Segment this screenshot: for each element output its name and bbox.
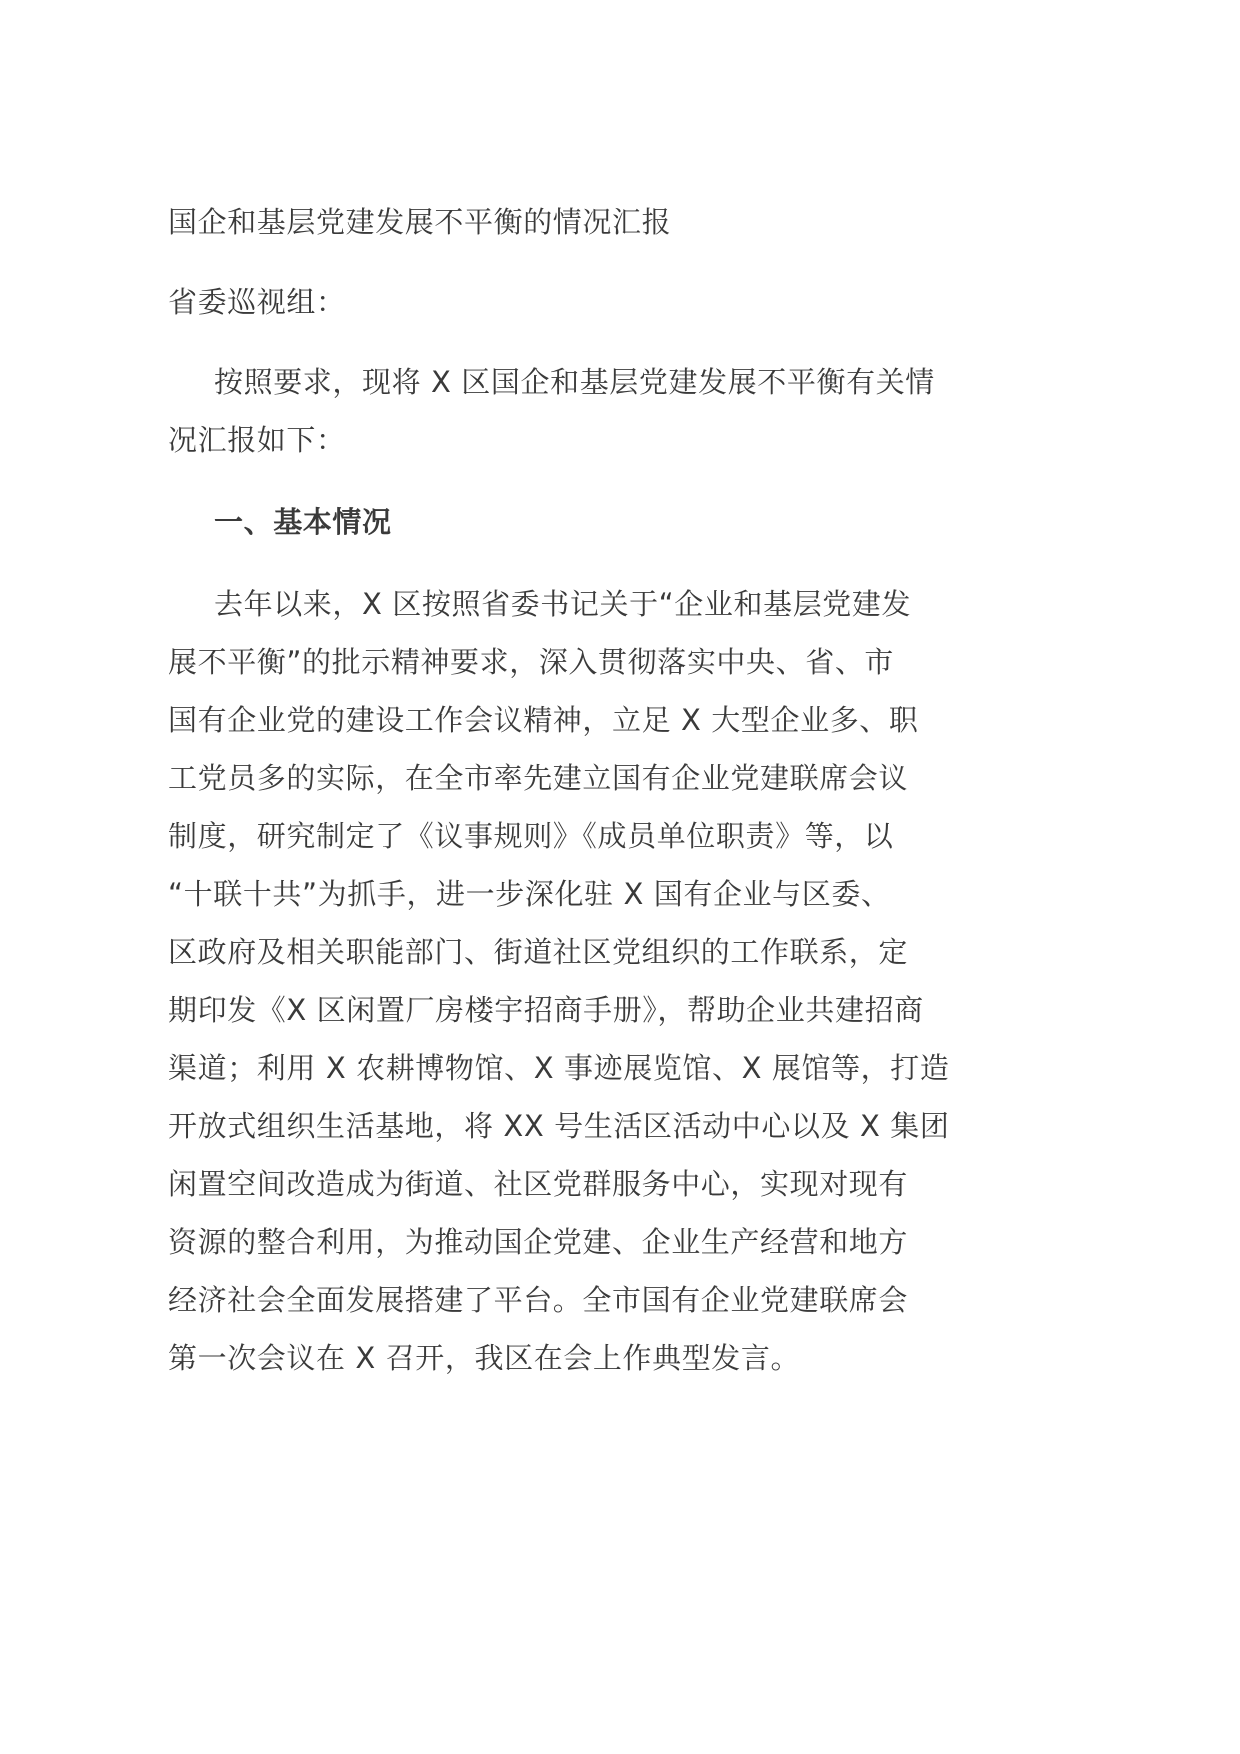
- body-line: 国有企业党的建设工作会议精神，立足 X 大型企业多、职: [168, 703, 919, 737]
- salutation: 省委巡视组：: [168, 285, 346, 319]
- body-line: 资源的整合利用，为推动国企党建、企业生产经营和地方: [168, 1225, 909, 1259]
- body-line: 期印发《X 区闲置厂房楼宇招商手册》，帮助企业共建招商: [168, 993, 924, 1027]
- section-body: [168, 575, 948, 1387]
- body-line: 渠道；利用 X 农耕博物馆、X 事迹展览馆、X 展馆等，打造: [168, 1051, 950, 1085]
- section-heading: 一、基本情况: [214, 505, 392, 539]
- body-line: 闲置空间改造成为街道、社区党群服务中心，实现对现有: [168, 1167, 909, 1201]
- body-line: 制度，研究制定了《议事规则》《成员单位职责》等，以: [168, 819, 894, 853]
- body-line: 展不平衡”的批示精神要求，深入贯彻落实中央、省、市: [168, 645, 895, 679]
- body-line: 区政府及相关职能部门、街道社区党组织的工作联系，定: [168, 935, 909, 969]
- intro-line: 况汇报如下：: [168, 423, 346, 457]
- body-line: 工党员多的实际，在全市率先建立国有企业党建联席会议: [168, 761, 909, 795]
- document-title: 国企和基层党建发展不平衡的情况汇报: [168, 205, 672, 239]
- body-line: 经济社会全面发展搭建了平台。全市国有企业党建联席会: [168, 1283, 909, 1317]
- body-line: 第一次会议在 X 召开，我区在会上作典型发言。: [168, 1341, 801, 1375]
- body-line: 开放式组织生活基地，将 XX 号生活区活动中心以及 X 集团: [168, 1109, 950, 1143]
- intro-line: 按照要求，现将 X 区国企和基层党建发展不平衡有关情: [214, 365, 935, 399]
- body-line: 去年以来，X 区按照省委书记关于“企业和基层党建发: [214, 587, 912, 621]
- document-page: [168, 193, 948, 1387]
- body-line: “十联十共”为抓手，进一步深化驻 X 国有企业与区委、: [168, 877, 891, 911]
